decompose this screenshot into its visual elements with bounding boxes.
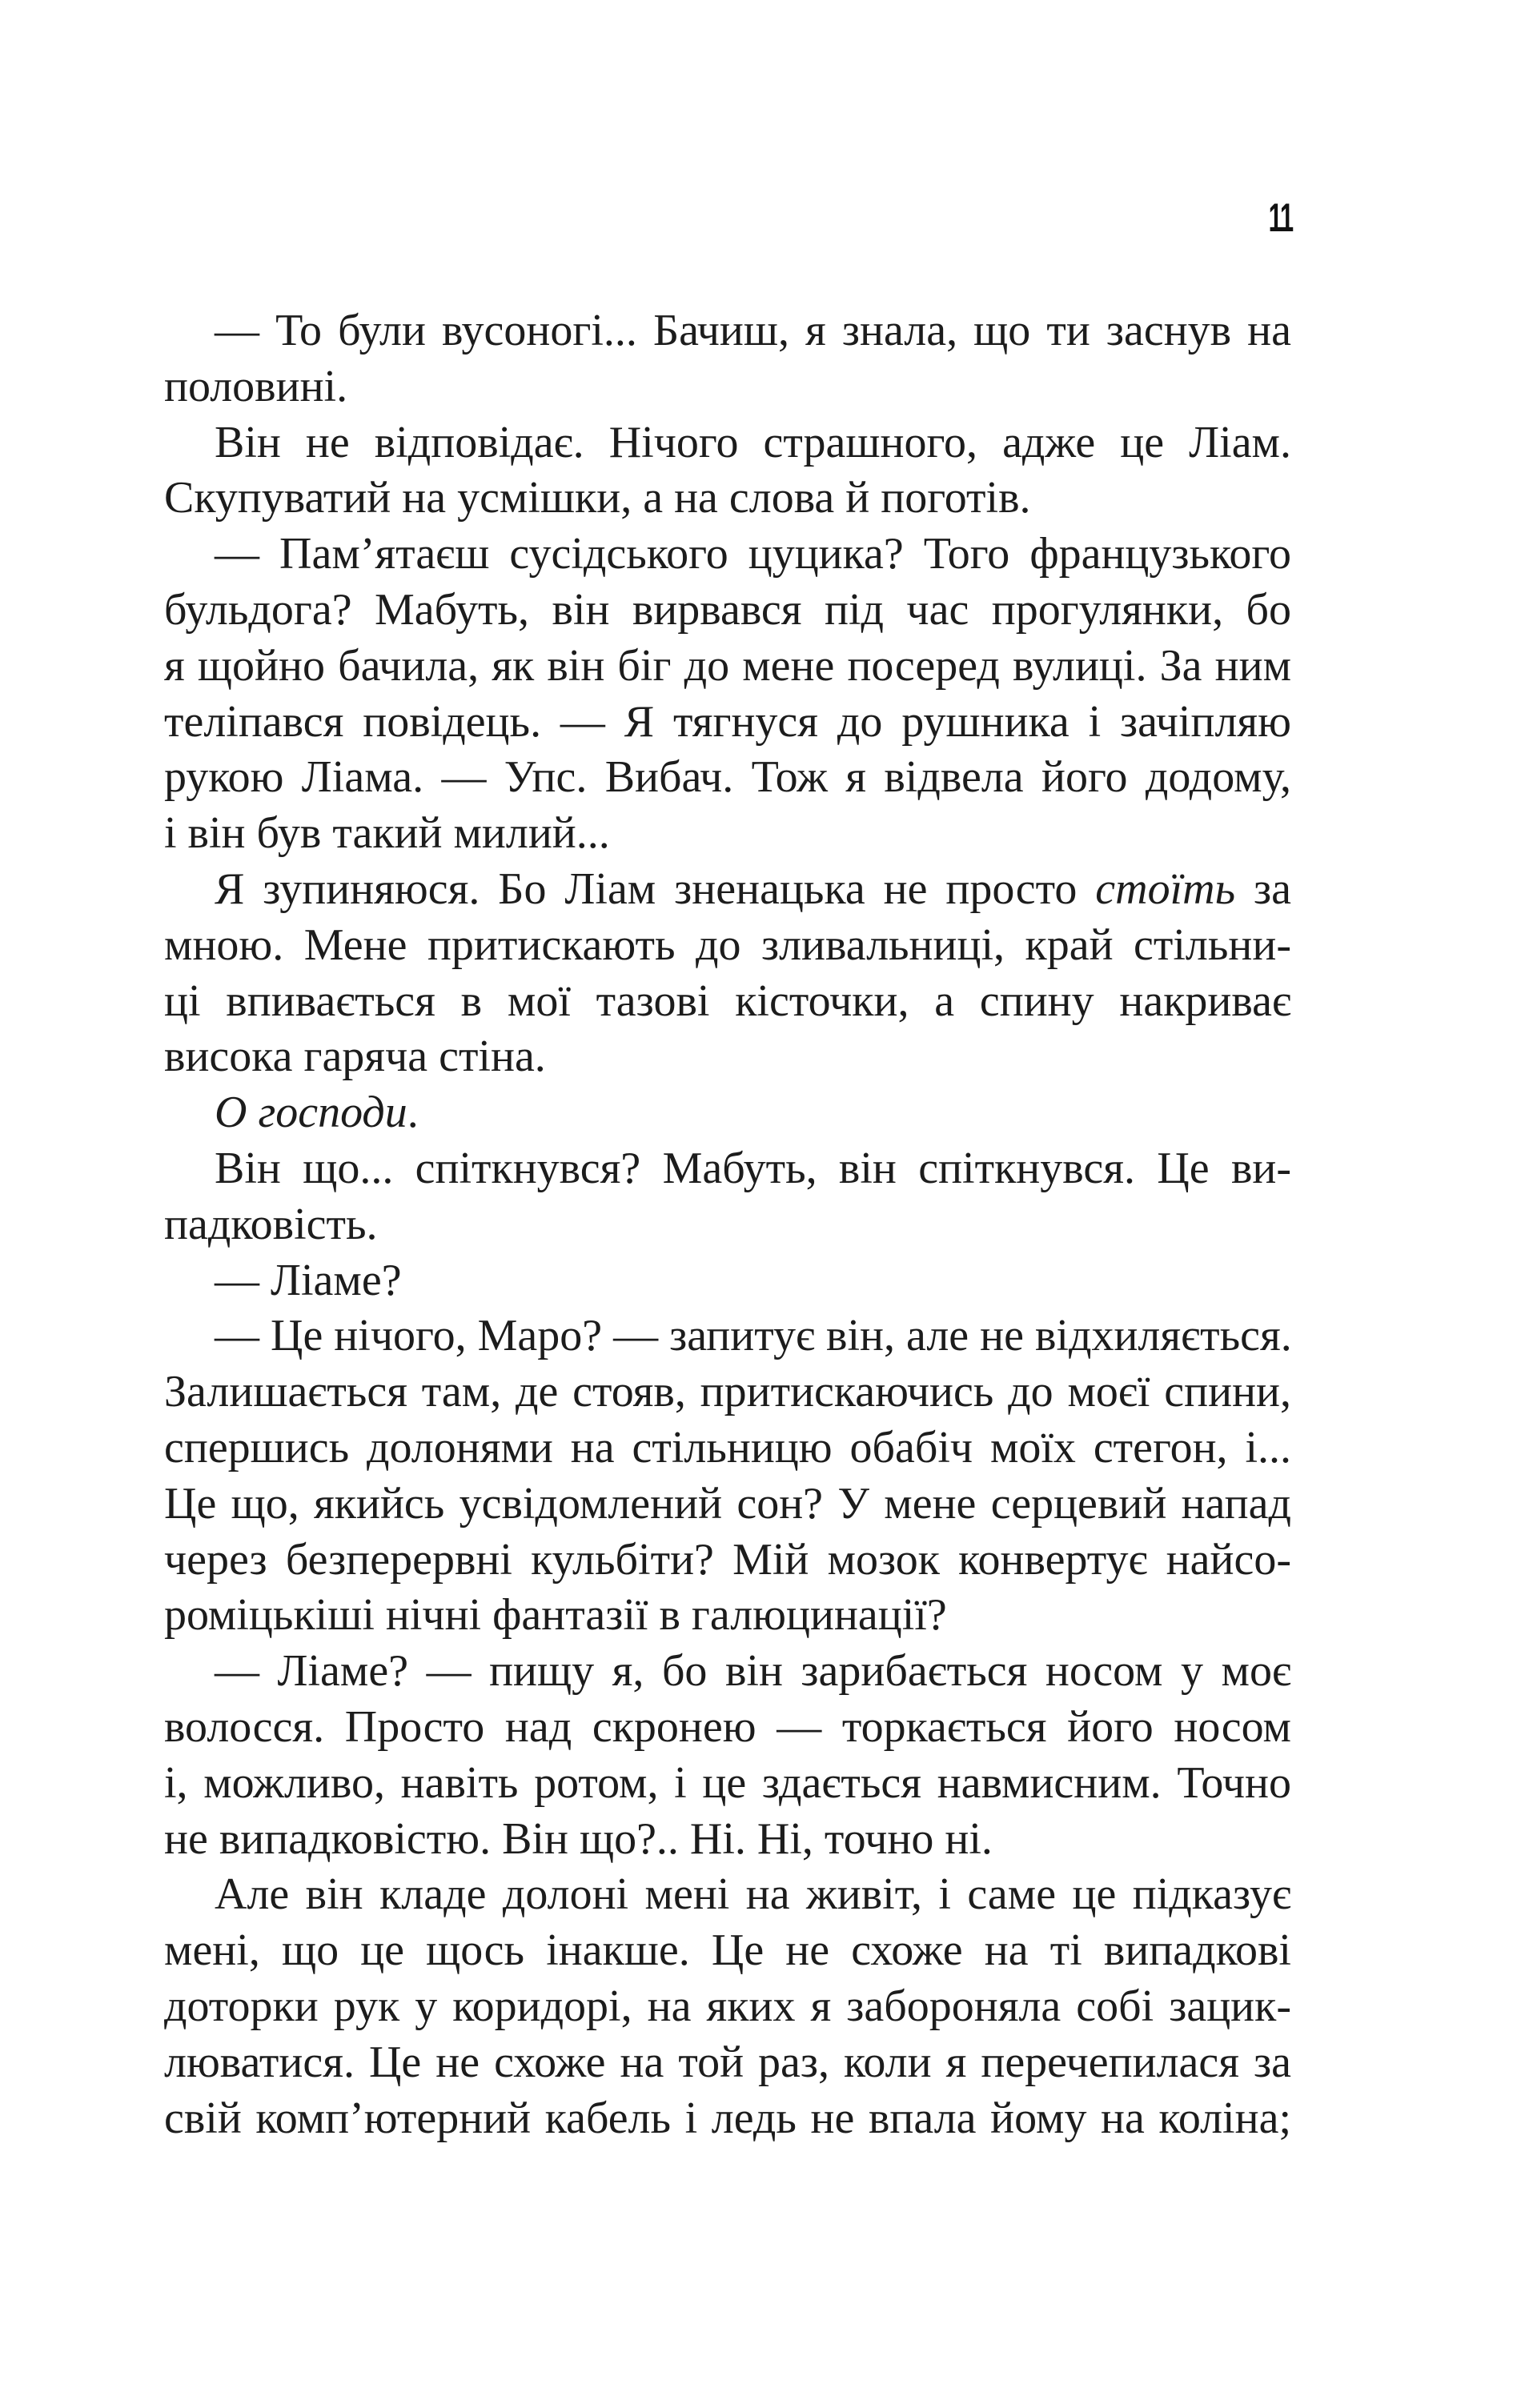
text-run: спершись долонями на стільницю обабіч моїх стегон, і... [164,1422,1291,1472]
text-line [164,1364,1291,1420]
text-line [164,974,1291,1030]
text-run: роміцькіші нічні фантазії в галюцинації? [164,1590,947,1641]
text-run: — Ліаме? [215,1255,402,1305]
text-line [164,1700,1291,1756]
text-line [164,303,1291,359]
text-run: свій комп’ютерний кабель і ледь не впала йому на коліна; [164,2093,1291,2143]
text-run: мені, що це щось інакше. Це не схоже на ті випадкові [164,1925,1291,1976]
text-line [164,1420,1291,1476]
text-run: ці впивається в мої тазові кісточки, а спину накриває [164,976,1291,1026]
text-run: . [407,1088,419,1138]
text-run: — То були вусоногі... Бачиш, я знала, що ти заснув на [215,306,1291,355]
text-line [164,862,1291,918]
text-line [164,1812,1291,1868]
text-line [164,1644,1291,1700]
text-line [164,415,1291,471]
text-line [164,1085,1291,1141]
text-run: Залишається там, де стояв, притискаючись до моєї спини, [164,1367,1291,1417]
page-number: 11 [1268,195,1293,240]
text-line [164,359,1291,415]
text-run: за [1235,863,1291,914]
text-run: висока гаряча стіна. [164,1032,546,1082]
text-run: і, можливо, навіть ротом, і це здається навмисним. Точно [164,1757,1291,1808]
text-run: — Пам’ятаєш сусідського цуцика? Того французького [215,529,1291,579]
text-run: Він не відповідає. Нічого страшного, адже це Ліам. [215,417,1291,467]
italic-text: О господи [215,1088,407,1138]
text-line [164,1588,1291,1644]
text-run: через безперервні кульбіти? Мій мозок конвертує найсо- [164,1534,1291,1585]
italic-text: стоїть [1095,863,1236,914]
text-run: — Це нічого, Маро? — запитує він, але не відхиляється. [215,1311,1292,1361]
text-run: теліпався повідець. — Я тягнуся до рушника і зачіпляю [164,696,1291,747]
text-line [164,806,1291,862]
text-run: не випадковістю. Він що?.. Ні. Ні, точно ні. [164,1813,993,1864]
text-line [164,639,1291,695]
text-run: бульдога? Мабуть, він вирвався під час прогулянки, бо [164,584,1291,635]
text-line [164,1476,1291,1533]
text-run: Але він кладе долоні мені на живіт, і саме це підказує [215,1869,1291,1920]
text-line [164,1308,1291,1364]
text-line [164,918,1291,974]
text-run: мною. Мене притискають до зливальниці, край стільни- [164,920,1291,970]
text-run: половині. [164,361,348,411]
text-run: люватися. Це не схоже на той раз, коли я перечепилася за [164,2037,1291,2087]
text-line [164,583,1291,639]
text-run: Це що, якийсь усвідомлений сон? У мене серцевий напад [164,1478,1291,1529]
text-line [164,1197,1291,1253]
text-line [164,527,1291,583]
text-run: я щойно бачила, як він біг до мене посеред вулиці. За ним [164,640,1291,691]
text-run: Скупуватий на усмішки, а на слова й поготів. [164,473,1031,523]
text-run: Він що... спіткнувся? Мабуть, він спіткнувся. Це ви- [215,1143,1291,1193]
text-line [164,1923,1291,1979]
text-run: Я зупиняюся. Бо Ліам зненацька не просто [215,863,1096,914]
text-run: волосся. Просто над скронею — торкається його носом [164,1701,1291,1752]
text-line [164,1867,1291,1923]
text-line [164,1979,1291,2035]
text-line [164,750,1291,806]
text-line [164,1253,1291,1309]
body-text [164,303,1291,2146]
text-line [164,471,1291,527]
text-run: — Ліаме? — пищу я, бо він зарибається носом у моє [215,1646,1291,1697]
text-run: і він був такий милий... [164,808,610,859]
text-line [164,1141,1291,1197]
text-line [164,1756,1291,1812]
text-line [164,1533,1291,1589]
text-line [164,2091,1291,2147]
text-run: падковість. [164,1199,378,1249]
text-line [164,1029,1291,1085]
text-run: рукою Ліама. — Упс. Вибач. Тож я відвела його додому, [164,752,1291,803]
text-line [164,695,1291,751]
text-run: доторки рук у коридорі, на яких я забороняла собі зацик- [164,1981,1291,2031]
text-line [164,2035,1291,2091]
